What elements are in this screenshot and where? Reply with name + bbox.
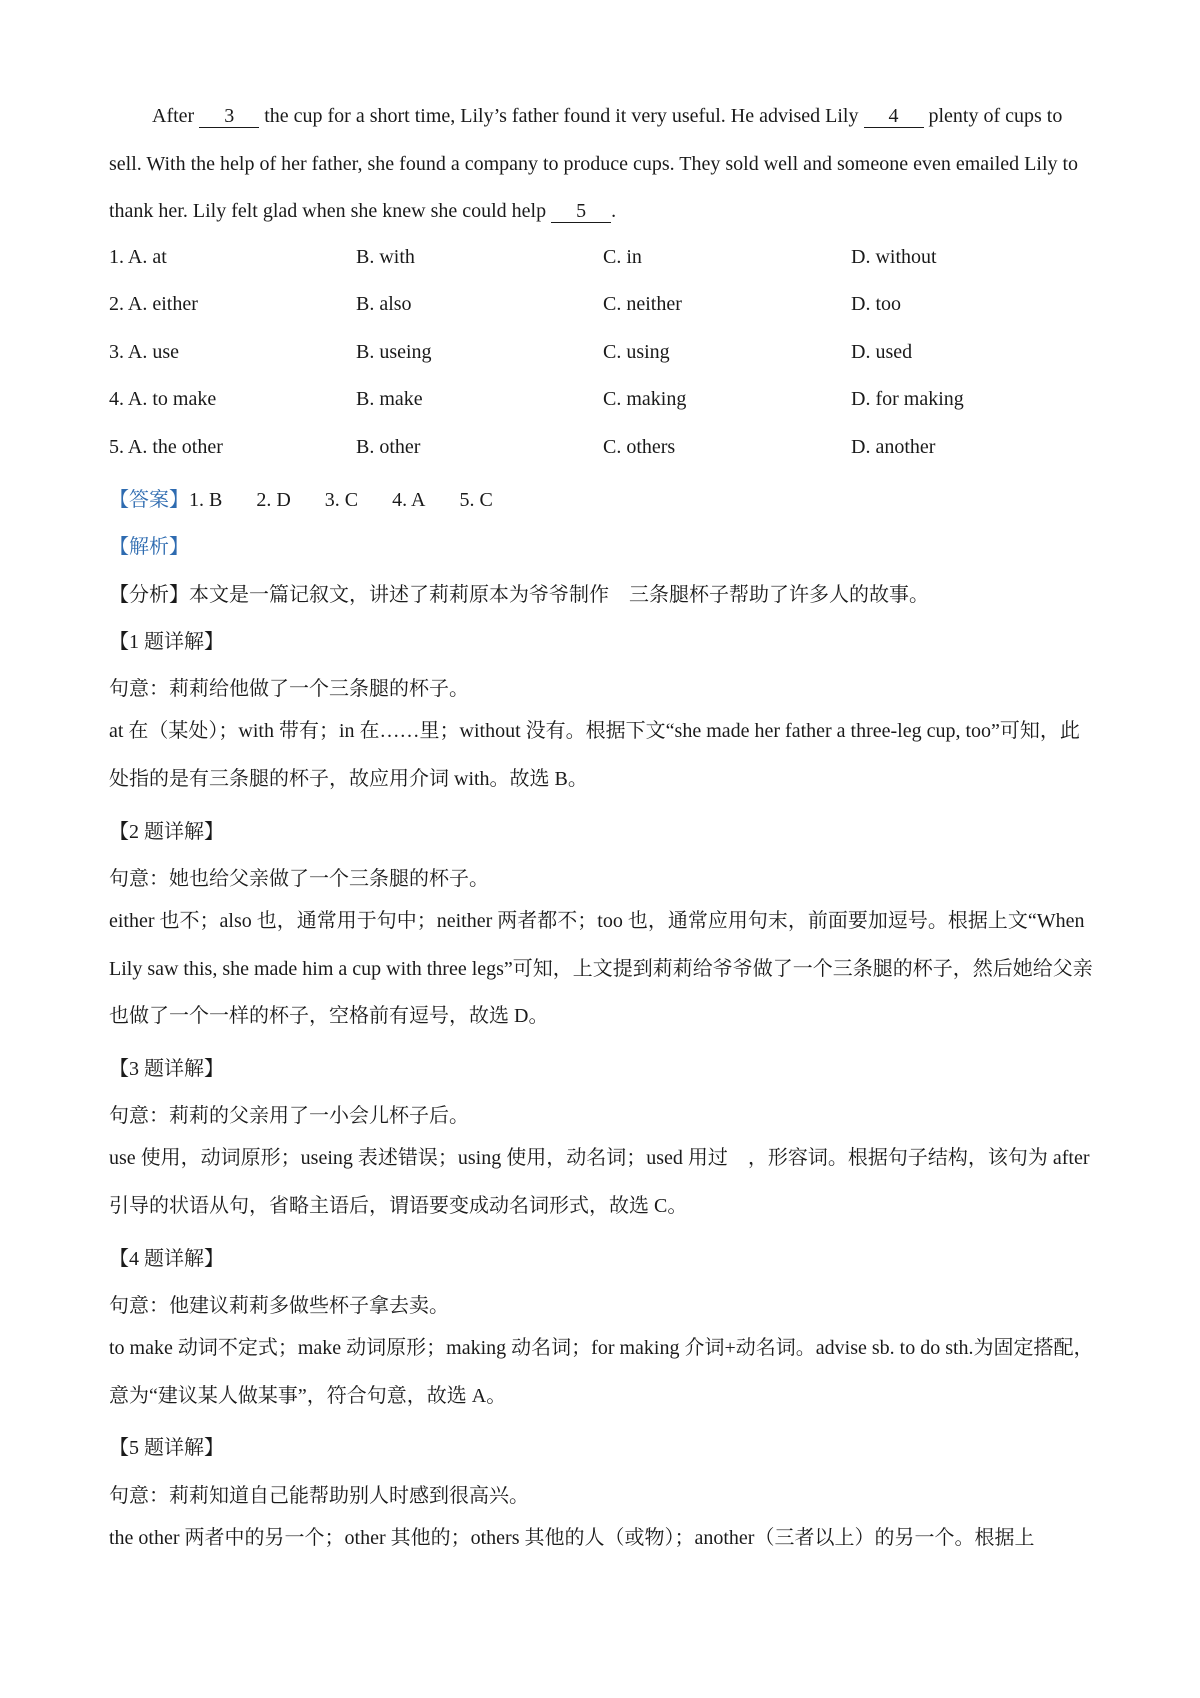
passage-text: After: [152, 105, 195, 127]
option-c: C. neither: [603, 293, 682, 315]
analysis-summary: 【分析】本文是一篇记叙文，讲述了莉莉原本为爷爷制作 三条腿杯子帮助了许多人的故事。: [109, 584, 929, 606]
option-d: D. for making: [851, 388, 964, 410]
option-a: 1. A. at: [109, 246, 167, 268]
option-row-3: [109, 341, 1109, 371]
option-d: D. without: [851, 246, 937, 268]
q2-meaning: 句意：她也给父亲做了一个三条腿的杯子。: [109, 868, 489, 890]
option-b: B. make: [356, 388, 423, 410]
q4-detail: to make 动词不定式；make 动词原形；making 动名词；for making 介词+动名词。advise sb. to do sth.为固定搭配，意为“建议某人做某事”，符合句意，故选 A。: [109, 1337, 1094, 1407]
q4-meaning: 句意：他建议莉莉多做些杯子拿去卖。: [109, 1295, 449, 1317]
option-c: C. others: [603, 436, 676, 458]
option-c: C. making: [603, 388, 687, 410]
option-b: B. also: [356, 293, 412, 315]
q2-heading: 【2 题详解】: [109, 821, 224, 843]
answer-item: 1. B: [189, 489, 223, 511]
analysis-label: 【解析】: [109, 536, 189, 558]
option-a: 2. A. either: [109, 293, 198, 315]
answer-item: 4. A: [392, 489, 426, 511]
option-row-4: [109, 388, 1109, 418]
q3-detail: use 使用，动词原形；useing 表述错误；using 使用，动名词；used 用过 ，形容词。根据句子结构，该句为 after 引导的状语从句，省略主语后，谓语要变成动名词形式，故选 C。: [109, 1147, 1090, 1217]
q1-heading: 【1 题详解】: [109, 631, 224, 653]
q1-detail: at 在（某处）；with 带有；in 在……里；without 没有。根据下文“she made her father a three-leg cup, too”可知，此处指的是有三条腿的杯子，故应用介词 with。故选 B。: [109, 720, 1080, 790]
option-row-1: [109, 246, 1109, 276]
answer-label: 【答案】: [109, 489, 189, 511]
option-a: 3. A. use: [109, 341, 179, 363]
blank-4: 4: [864, 105, 924, 128]
option-c: C. in: [603, 246, 642, 268]
answer-item: 5. C: [459, 489, 493, 511]
option-c: C. using: [603, 341, 670, 363]
option-d: D. too: [851, 293, 901, 315]
passage-text: plenty of cups to sell. With the help of her father, she found a company to produce cups. They sold well and someone even emailed Lily to thank her. Lily felt glad when she knew she could help: [109, 105, 1079, 222]
answer-item: 2. D: [256, 489, 291, 511]
passage-text: the cup for a short time, Lily’s father found it very useful. He advised Lily: [264, 105, 859, 127]
q5-detail: the other 两者中的另一个；other 其他的；others 其他的人（或物）；another（三者以上）的另一个。根据上: [109, 1527, 1035, 1549]
q5-heading: 【5 题详解】: [109, 1437, 224, 1459]
option-b: B. useing: [356, 341, 432, 363]
option-b: B. other: [356, 436, 421, 458]
answer-item: 3. C: [324, 489, 359, 511]
q2-detail: either 也不；also 也，通常用于句中；neither 两者都不；too 也，通常应用句末，前面要加逗号。根据上文“When Lily saw this, she made him a cup with three legs”可知，上文提到莉莉给爷爷做了一个三条腿的杯子，然后她给父亲也做了一个一样的杯子，空格前有逗号，故选 D。: [109, 910, 1093, 1027]
option-a: 4. A. to make: [109, 388, 217, 410]
passage-paragraph: [109, 93, 1099, 236]
q5-meaning: 句意：莉莉知道自己能帮助别人时感到很高兴。: [109, 1485, 529, 1507]
option-a: 5. A. the other: [109, 436, 223, 458]
option-row-5: [109, 436, 1109, 466]
q3-heading: 【3 题详解】: [109, 1058, 224, 1080]
option-d: D. used: [851, 341, 913, 363]
q4-heading: 【4 题详解】: [109, 1248, 224, 1270]
q3-meaning: 句意：莉莉的父亲用了一小会儿杯子后。: [109, 1105, 469, 1127]
option-b: B. with: [356, 246, 415, 268]
option-d: D. another: [851, 436, 936, 458]
blank-3: 3: [199, 105, 259, 128]
answer-line: [109, 483, 527, 512]
option-row-2: [109, 293, 1109, 323]
blank-5: 5: [551, 200, 611, 223]
passage-text: .: [611, 200, 617, 222]
q1-meaning: 句意：莉莉给他做了一个三条腿的杯子。: [109, 678, 469, 700]
